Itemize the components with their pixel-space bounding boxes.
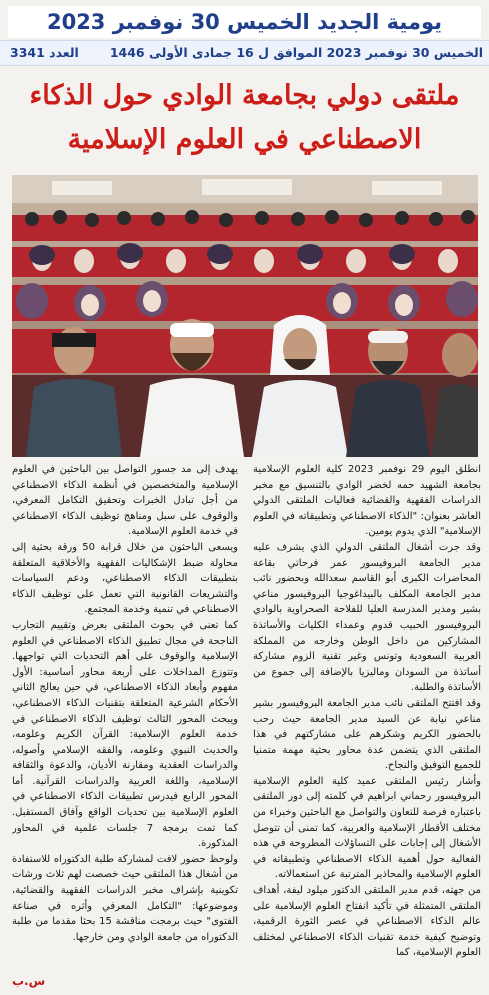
article-paragraph: وقد جرت أشغال الملتقى الدولي الذي يشرف عليه مدير الجامعة البروفيسور عمر فرحاتي بقاعة المحاضرات الكبرى أبو القاسم سعدالله وبحضور نائب مدير الجامعة المكلف بالبيداغوجيا البروفيسور مناعي بشير ومدير المدرسة العليا للفلاحة الصحراوية بالوادي البروفيسور الحبيب قدوم وعمداء الكليات والأساتذة المشاركين من داخل الوطن وخارجه من المملكة العربية السعودية وتونس وغير تقنية الزوم مشاركة أساتذة من السودان وماليزيا بالإضافة إلى جموع من الأساتذة والطلبة. bbox=[253, 541, 481, 694]
headline-line-2: الاصطناعي في العلوم الإسلامية bbox=[67, 124, 422, 155]
masthead-title: يومية الجديد الخميس 30 نوفمبر 2023 bbox=[46, 10, 443, 34]
auditorium-photo-illustration bbox=[12, 175, 478, 457]
article-paragraph: من جهته، قدم مدير الملتقى الدكتور ميلود ليفة، أهداف الملتقى المتمثلة في تأكيد انفتاح العلوم الإسلامية على عالم الذكاء الاصطناعي في عصر الثورة الرقمية، وتوضيح كيفية خدمة تقنيات الذكاء الاصطناعي لمختلف العلوم الإسلامية، كما bbox=[253, 885, 481, 959]
issue-number: العدد 3341 bbox=[10, 45, 79, 60]
article-headline bbox=[8, 74, 481, 172]
article-paragraph: ولوحظ حضور لافت لمشاركة طلبة الدكتوراه للاستفادة من أشغال هذا الملتقى حيث خصصت لهم ثلاث ورشات تكوينية بإشراف مخبر الدراسات الفقهية والقضائية، وموضوعها: "التكامل المعرفي وأثره في صناعة الفتوى" حيث برمجت مناقشة 15 بحثا مقدما من طلبة الدكتوراه من جامعة الوادي ومن خارجها. bbox=[12, 853, 238, 943]
article-paragraph: انطلق اليوم 29 نوفمبر 2023 كلية العلوم الإسلامية بجامعة الشهيد حمه لخضر الوادي بالتنسيق مع مخبر الدراسات الفقهية والقضائية فعاليات الملتقى الدولي العاشر بعنوان: "الذكاء الاصطناعي وتطبيقاته في العلوم الإسلامية" الذي يدوم يومين. bbox=[253, 464, 481, 538]
article-column-right bbox=[253, 462, 481, 968]
article-paragraph: وأشار رئيس الملتقى عميد كلية العلوم الإسلامية البروفيسور رحماني ابراهيم في كلمته إلى دور الملتقى باعتباره فرصة للتعاون والتواصل مع الباحثين وخبراء من مختلف الأقطار الإسلامية والعربية، كما تمنى أن تتوصل الأشغال إلى إجابات على التساؤلات المطروحة في هذه الفعالية حول أهمية الذكاء الاصطناعي وتطبيقاته في العلوم الإسلامية والمحاذير المترتبة عن استعمالاته. bbox=[253, 775, 481, 881]
headline-line-1: ملتقى دولي بجامعة الوادي حول الذكاء bbox=[29, 80, 460, 111]
article-paragraph: ويسعى الباحثون من خلال قرابة 50 ورقة بحثية إلى محاولة ضبط الإشكاليات الفقهية والأخلاقية المتعلقة بتطبيقات الذكاء الاصطناعي، ودعم السياسات والتشريعات القانونية التي تعمل على توظيف الذكاء الاصطناعي في تنمية وخدمة المجتمع. bbox=[12, 541, 238, 616]
article-paragraph: وقد افتتح الملتقى نائب مدير الجامعة البروفيسور بشير مناعي نيابة عن السيد مدير الجامعة حيث رحب بالحضور الكريم وشكرهم على مشاركتهم في هذا الملتقى الذي يتضمن عدة محاور بحثية مهمة متمنيا للجميع التوفيق والنجاح. bbox=[253, 697, 481, 772]
article-column-left bbox=[12, 462, 238, 968]
conference-photo bbox=[12, 175, 478, 457]
article-paragraph: كما تعنى في بحوث الملتقى بعرض وتقييم التجارب الناجحة في مجال تطبيق الذكاء الاصطناعي في العلوم الإسلامية والوقوف على أهم التحديات التي تواجهها. وتتوزع المداخلات على أربعة محاور أساسية: الأول مفهوم وأبعاد الذكاء الاصطناعي، في حين يعالج الثاني الأحكام الشرعية المتعلقة بتقنيات الذكاء الاصطناعي، ويبحث المحور الثالث توظيف الذكاء الاصطناعي في خدمة العلوم الإسلامية: القرآن الكريم وعلومه، والحديث النبوي وعلومه، والفقه الإسلامي وأصوله، والدراسات العقدية ومقارنة الأديان، والدعوة والثقافة الإسلامية، واللغة العربية والدراسات القرآنية. أما المحور الرابع فيدرس تطبيقات الذكاء الاصطناعي في العلوم الإسلامية بين تحديات الواقع وآفاق المستقبل. كما تمت برمجة 7 جلسات علمية في المحاور المذكورة. bbox=[12, 619, 238, 850]
author-signature: س.ب bbox=[12, 974, 46, 988]
dateline-bar bbox=[0, 40, 489, 66]
issue-date: الخميس 30 نوفمبر 2023 الموافق ل 16 جمادى الأولى 1446 bbox=[109, 45, 483, 60]
article-paragraph: يهدف إلى مد جسور التواصل بين الباحثين في العلوم الإسلامية والمتخصصين في أنظمة الذكاء الاصطناعي من أجل تبادل الخبرات وتحقيق التكامل المعرفي، والوقوف على سبل ومناهج توظيف الذكاء الاصطناعي في خدمة العلوم الإسلامية. bbox=[12, 464, 238, 538]
masthead bbox=[8, 6, 481, 38]
